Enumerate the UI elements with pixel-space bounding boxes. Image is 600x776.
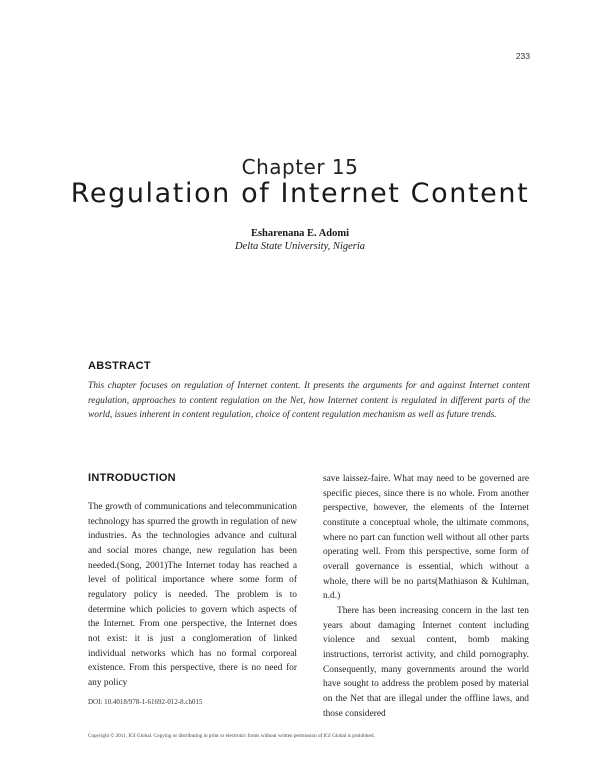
copyright-footer: Copyright © 2011, IGI Global. Copying or distributing in print or electronic forms without written permission of IGI Global is prohibited. <box>88 733 375 739</box>
intro-paragraph-right-1: save laissez-faire. What may need to be governed are specific pieces, since there is no whole. From another perspective, however, the elements of the Internet constitute a conceptual whole, the ultimate commons, where no part can function well without all other parts operating well. From this perspective, some form of overall governance is essential, which without a whole, there will be no parts(Mathiason & Kuhlman, n.d.) <box>323 474 529 602</box>
abstract-heading: ABSTRACT <box>88 360 151 372</box>
introduction-heading: INTRODUCTION <box>88 472 176 484</box>
author-affiliation: Delta State University, Nigeria <box>234 241 366 252</box>
left-column <box>88 500 297 691</box>
abstract-text: This chapter focuses on regulation of Internet content. It presents the arguments for and against Internet content regulation, approaches to content regulation on the Net, how Internet content is regulated in different parts of the world, issues inherent in content regulation, choice of content regulation mechanism as well as future trends. <box>88 381 530 421</box>
right-column <box>323 472 529 721</box>
chapter-title: Regulation of Internet Content <box>70 178 530 209</box>
intro-paragraph-right-2: There has been increasing concern in the last ten years about damaging Internet content including violence and sexual content, bomb making instructions, terrorist activity, and child pornography. Consequently, many governments around the world have sought to address the problem posed by material on the Net that are illegal under the offline laws, and those considered <box>323 605 529 719</box>
chapter-label: Chapter 15 <box>241 155 359 179</box>
intro-paragraph-left: The growth of communications and telecommunication technology has spurred the growth in regulation of new industries. As the technologies advance and cultural and social mores change, new regulation has been needed.(Song, 2001)The Internet today has reached a level of political importance where some form of regulatory policy is needed. The problem is to determine which policies to govern which aspects of the Internet. From one perspective, the Internet does not exist: it is just a conglomeration of linked individual networks which has no formal corporeal existence. From this perspective, there is no need for any policy <box>88 502 297 688</box>
author-name: Esharenana E. Adomi <box>250 228 350 239</box>
page-number: 233 <box>515 51 530 61</box>
doi-line: DOI: 10.4018/978-1-61692-012-8.ch015 <box>88 698 203 706</box>
